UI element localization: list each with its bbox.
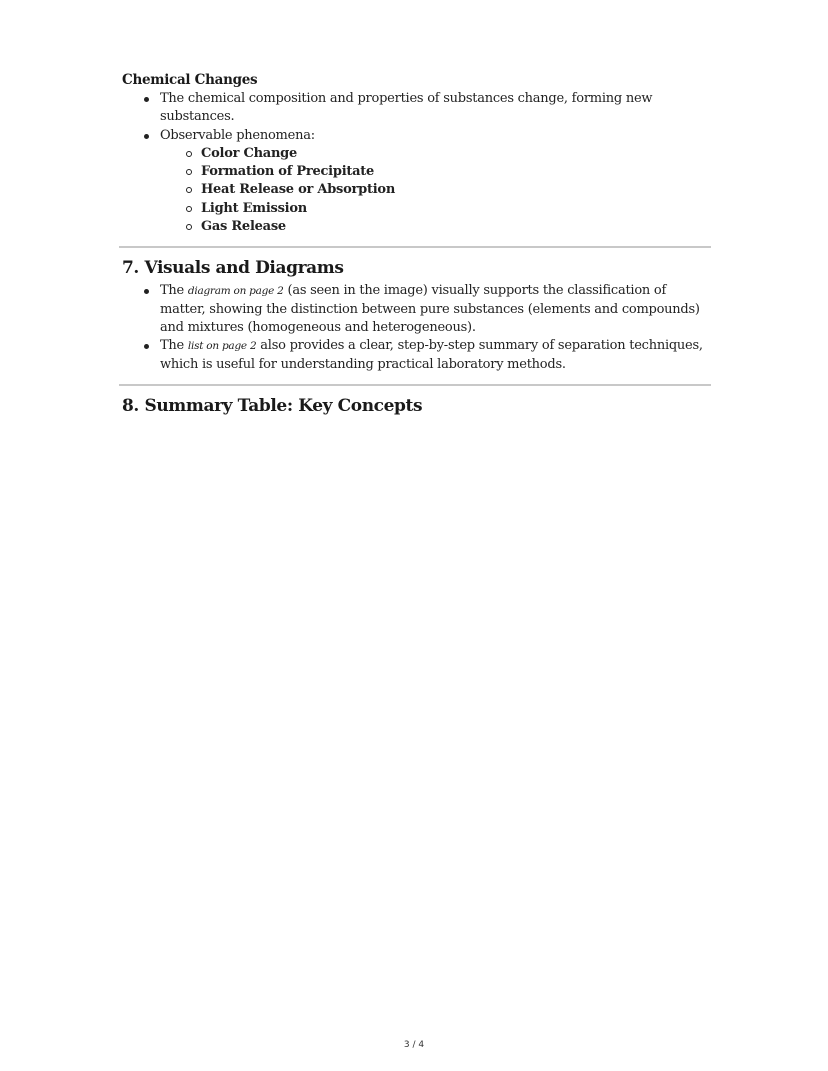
section-7-title: 7. Visuals and Diagrams <box>122 258 344 279</box>
bullet-icon <box>144 97 149 102</box>
bullet-icon <box>144 344 149 349</box>
document-page-content <box>122 72 708 420</box>
circle-bullet-icon <box>186 151 192 157</box>
emphasis-text: list on page 2 <box>187 340 257 353</box>
visuals-list <box>122 282 708 373</box>
phenomenon-text: Heat Release or Absorption <box>201 182 396 198</box>
list-item-text: Observable phenomena: <box>160 127 315 143</box>
phenomenon-item <box>160 145 708 163</box>
circle-bullet-icon <box>186 206 192 212</box>
phenomenon-item <box>160 200 708 218</box>
text: The <box>160 338 188 354</box>
bullet-icon <box>144 289 149 294</box>
emphasis-text: diagram on page 2 <box>187 285 284 298</box>
phenomenon-text: Formation of Precipitate <box>201 164 375 180</box>
phenomena-list <box>160 145 708 236</box>
list-item <box>122 337 708 374</box>
list-item-text: The chemical composition and properties of substances change, forming new substances. <box>160 91 653 125</box>
list-item <box>122 282 708 337</box>
text: The <box>160 283 188 299</box>
phenomenon-text: Gas Release <box>201 219 286 235</box>
circle-bullet-icon <box>186 224 192 230</box>
list-item <box>122 90 708 127</box>
chemical-changes-list <box>122 90 708 236</box>
phenomenon-item <box>160 181 708 199</box>
phenomenon-item <box>160 163 708 181</box>
list-item <box>122 127 708 237</box>
text: (as seen in the image) visually supports the classification of matter, showing the distinction between pure substances (elements and compounds) and mixtures (homogeneous and heterogeneous). <box>160 283 700 335</box>
bullet-icon <box>144 134 149 139</box>
divider <box>119 246 711 248</box>
page-number: 3 / 4 <box>403 1040 425 1050</box>
phenomenon-text: Light Emission <box>201 200 307 216</box>
divider <box>119 384 711 386</box>
phenomenon-text: Color Change <box>201 145 298 161</box>
section-8-title: 8. Summary Table: Key Concepts <box>122 395 423 416</box>
phenomenon-item <box>160 218 708 236</box>
text: also provides a clear, step-by-step summary of separation techniques, which is useful for understanding practical laboratory methods. <box>160 338 703 372</box>
circle-bullet-icon <box>186 169 192 175</box>
circle-bullet-icon <box>186 187 192 193</box>
chemical-changes-heading: Chemical Changes <box>122 72 258 88</box>
